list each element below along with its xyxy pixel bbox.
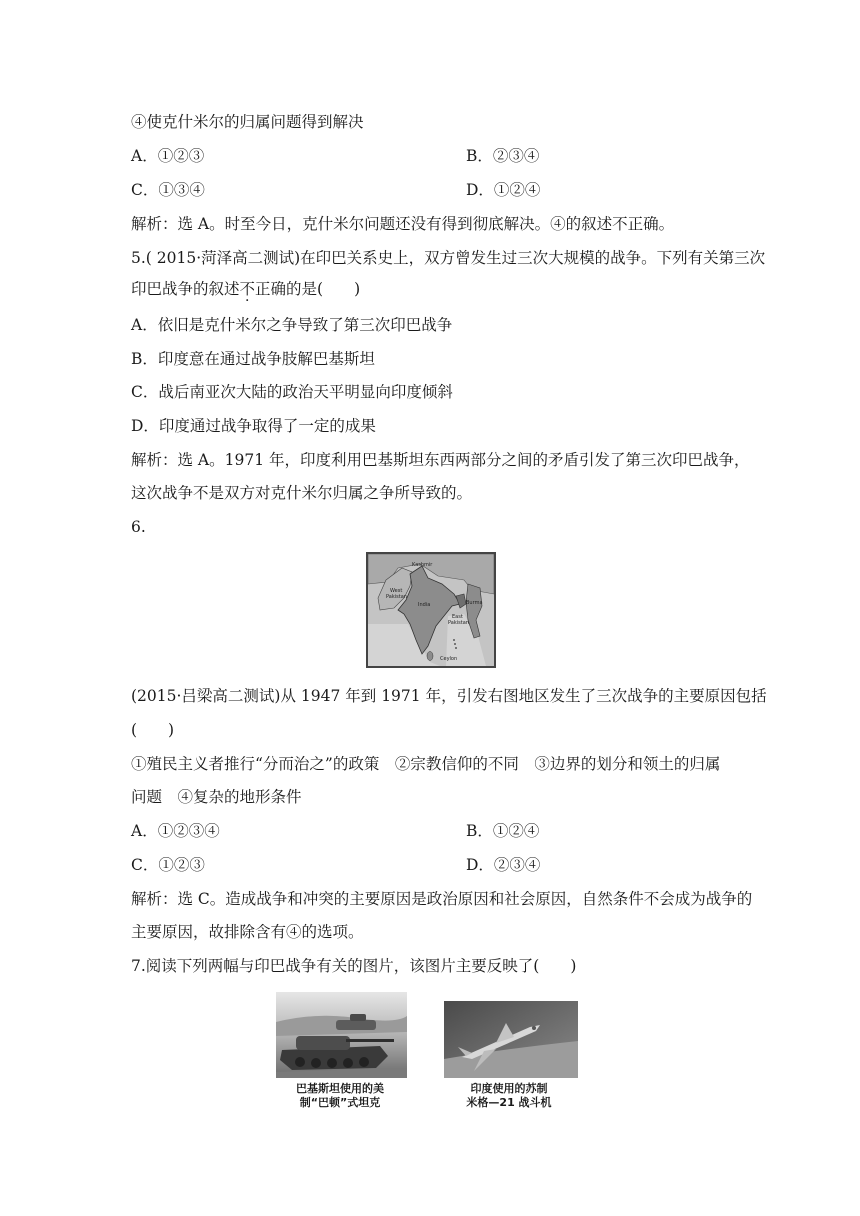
q4-analysis: 解析：选 A。时至今日，克什米尔问题还没有得到彻底解决。④的叙述不正确。 — [131, 215, 675, 233]
map-label-ceylon: Ceylon — [440, 656, 458, 662]
q5-option-a: A．依旧是克什米尔之争导致了第三次印巴战争 — [131, 316, 453, 334]
q5-stem-post: 正确的是( ) — [255, 280, 361, 298]
q4-option-c: C．①③④ — [131, 181, 205, 199]
q5-analysis-line2: 这次战争不是双方对克什米尔归属之争所导致的。 — [131, 484, 473, 502]
fighter-image — [444, 1001, 578, 1078]
q6-option-b: B．①②④ — [466, 822, 540, 840]
map-label-west-pakistan-2: Pakistan — [386, 594, 407, 600]
south-asia-map — [366, 552, 496, 668]
q6-items-line2: 问题 ④复杂的地形条件 — [131, 788, 302, 806]
q6-items-line1: ①殖民主义者推行“分而治之”的政策 ②宗教信仰的不同 ③边界的划分和领土的归属 — [131, 755, 721, 773]
q5-analysis-line1: 解析：选 A。1971 年，印度利用巴基斯坦东西两部分之间的矛盾引发了第三次印巴战争， — [131, 451, 750, 469]
q5-stem-line2 — [131, 279, 360, 299]
map-label-burma: Burma — [466, 600, 483, 606]
q6-analysis-line2: 主要原因，故排除含有④的选项。 — [131, 923, 364, 941]
q5-emphasis-char: 不 — [239, 280, 256, 298]
q5-option-d: D．印度通过战争取得了一定的成果 — [131, 417, 376, 435]
map-label-india: India — [418, 602, 431, 608]
q7-stem: 7.阅读下列两幅与印巴战争有关的图片，该图片主要反映了( ) — [131, 957, 577, 975]
q4-option-a: A．①②③ — [131, 147, 205, 165]
q6-option-d: D．②③④ — [466, 856, 541, 874]
fighter-caption-line2: 米格—21 战斗机 — [466, 1096, 552, 1109]
q5-option-b: B．印度意在通过战争肢解巴基斯坦 — [131, 350, 375, 368]
q6-option-c: C．①②③ — [131, 856, 205, 874]
q5-stem-line1: 5.( 2015·菏泽高二测试)在印巴关系史上，双方曾发生过三次大规模的战争。下列有关第三次 — [131, 249, 766, 267]
q4-item-4: ④使克什米尔的归属问题得到解决 — [131, 113, 364, 131]
q6-number: 6. — [131, 518, 146, 536]
q6-option-a: A．①②③④ — [131, 822, 220, 840]
south-asia-map-graphic — [368, 554, 494, 666]
q6-stem-line2: ( ) — [131, 721, 175, 739]
tank-caption — [275, 1082, 405, 1110]
q4-option-b: B．②③④ — [466, 147, 540, 165]
q5-option-c: C．战后南亚次大陆的政治天平明显向印度倾斜 — [131, 383, 453, 401]
tank-caption-line2: 制“巴顿”式坦克 — [299, 1096, 381, 1109]
q5-stem-pre: 印巴战争的叙述 — [131, 280, 240, 298]
map-label-east-pakistan-1: East — [452, 614, 463, 620]
fighter-photo — [444, 1001, 578, 1078]
fighter-caption-line1: 印度使用的苏制 — [470, 1082, 548, 1095]
fighter-caption — [444, 1082, 574, 1110]
map-label-west-pakistan-1: West — [390, 588, 403, 594]
q4-option-d: D．①②④ — [466, 181, 541, 199]
map-label-east-pakistan-2: Pakistan — [448, 620, 469, 626]
tank-photo — [276, 992, 407, 1078]
q6-analysis-line1: 解析：选 C。造成战争和冲突的主要原因是政治原因和社会原因，自然条件不会成为战争的 — [131, 890, 753, 908]
tank-caption-line1: 巴基斯坦使用的美 — [296, 1082, 384, 1095]
tank-image — [276, 992, 407, 1078]
map-label-kashmir: Kashmir — [412, 562, 433, 568]
q6-stem-line1: (2015·吕梁高二测试)从 1947 年到 1971 年，引发右图地区发生了三次战争的主要原因包括 — [131, 687, 767, 705]
